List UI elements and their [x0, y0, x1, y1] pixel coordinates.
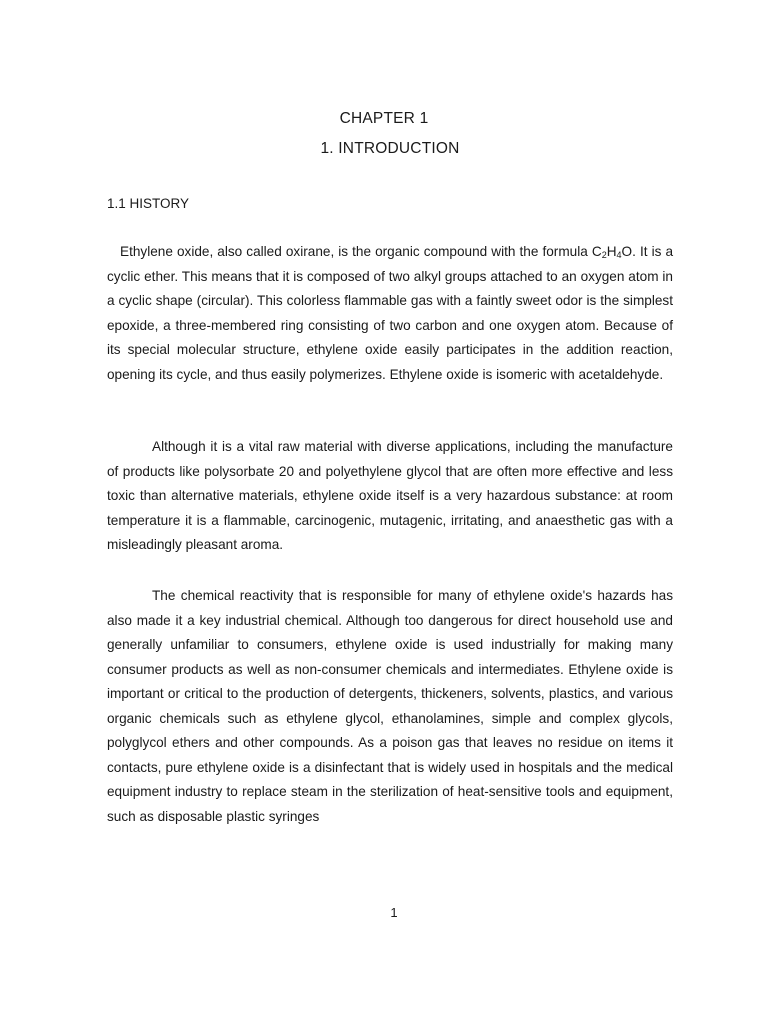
chemical-formula — [592, 244, 636, 259]
chapter-title: 1. INTRODUCTION — [320, 140, 460, 157]
section-heading: 1.1 HISTORY — [107, 196, 190, 211]
formula-carbon: C — [591, 244, 602, 259]
paragraph-3: The chemical reactivity that is responsible for many of ethylene oxide's hazards has also made it a key industrial chemical. Although too dangerous for direct household use and generally unfamiliar to consumers, ethylene oxide is used industrially for making many consumer products as well as non-consumer chemicals and intermediates. Ethylene oxide is important or critical to the production of detergents, thickeners, solvents, plastics, and various organic chemicals such as ethylene glycol, ethanolamines, simple and complex glycols, polyglycol ethers and other compounds. As a poison gas that leaves no residue on items it contacts, pure ethylene oxide is a disinfectant that is widely used in hospitals and the medical equipment industry to replace steam in the sterilization of heat-sensitive tools and equipment, such as disposable plastic syringes — [107, 588, 673, 824]
formula-hydrogen-subscript: 4 — [616, 250, 622, 260]
chapter-label: CHAPTER 1 — [339, 110, 429, 127]
page-number: 1 — [390, 905, 398, 920]
paragraph-1-intro: Ethylene oxide, also called oxirane, is the organic compound with the formula — [120, 244, 588, 259]
paragraph-1-body: It is a cyclic ether. This means that it is composed of two alkyl groups attached to an oxygen atom in a cyclic shape (circular). This colorless flammable gas with a faintly sweet odor is the simplest epoxide, a three-membered ring consisting of two carbon and one oxygen atom. Because of its special molecular structure, ethylene oxide easily participates in the addition reaction, opening its cycle, and thus easily polymerizes. Ethylene oxide is isomeric with acetaldehyde. — [107, 244, 674, 382]
paragraph-1 — [107, 240, 673, 387]
formula-hydrogen: H — [606, 244, 617, 259]
formula-oxygen: O. — [621, 244, 636, 259]
paragraph-2: Although it is a vital raw material with diverse applications, including the manufacture of products like polysorbate 20 and polyethylene glycol that are often more effective and less toxic than alternative materials, ethylene oxide itself is a very hazardous substance: at room temperature it is a flammable, carcinogenic, mutagenic, irritating, and anaesthetic gas with a misleadingly pleasant aroma. — [107, 439, 673, 552]
formula-carbon-subscript: 2 — [601, 250, 607, 260]
